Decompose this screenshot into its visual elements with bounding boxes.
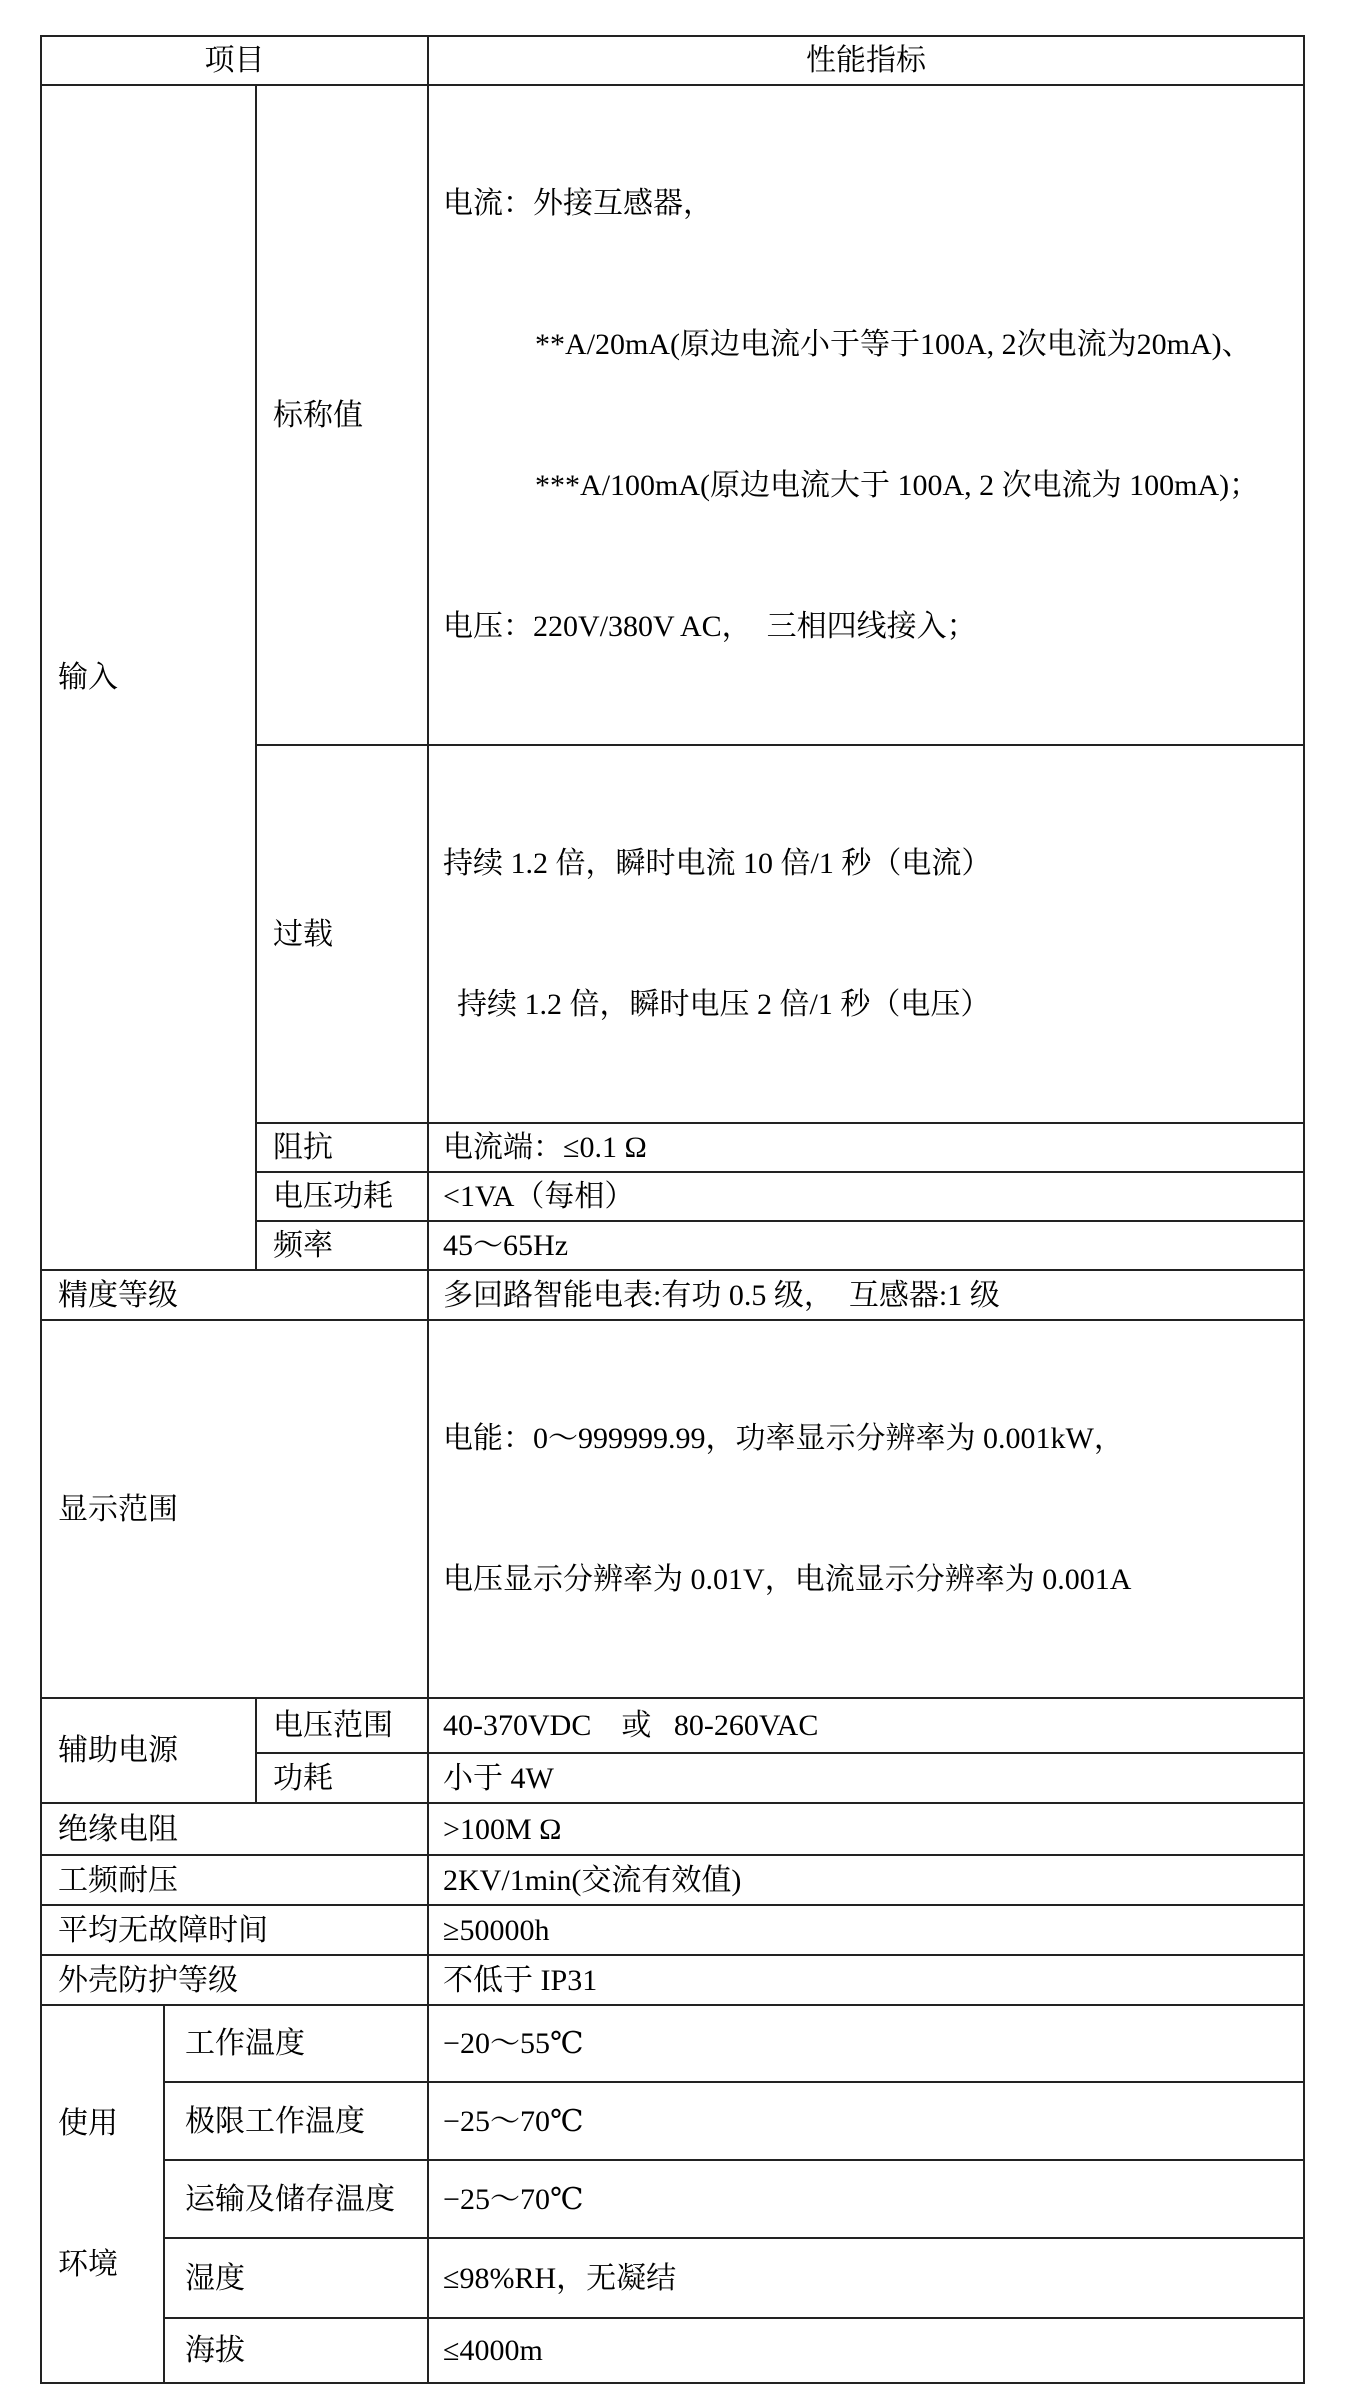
cell-voltage-range-value: 40-370VDC 或 80-260VAC [428, 1698, 1304, 1753]
cell-working-temp-label: 工作温度 [164, 2005, 428, 2082]
cell-frequency-label: 频率 [256, 1221, 428, 1270]
cell-enclosure-label: 外壳防护等级 [41, 1955, 428, 2005]
display-range-line-2: 电压显示分辨率为 0.01V，电流显示分辨率为 0.001A [443, 1563, 1132, 1596]
cell-overload-value [428, 745, 1304, 1123]
cell-environment-label [41, 2005, 164, 2383]
cell-limit-temp-label: 极限工作温度 [164, 2082, 428, 2159]
cell-voltage-loss-label: 电压功耗 [256, 1172, 428, 1221]
cell-aux-power-label: 辅助电源 [41, 1698, 256, 1803]
cell-voltage-range-label: 电压范围 [256, 1698, 428, 1753]
cell-humidity-value: ≤98%RH，无凝结 [428, 2238, 1304, 2318]
cell-working-temp-value: −20～55℃ [428, 2005, 1304, 2082]
environment-label-line-1: 使用 [58, 2107, 118, 2140]
environment-label-line-2: 环境 [58, 2248, 118, 2281]
nominal-line-3: ***A/100mA(原边电流大于 100A, 2 次电流为 100mA)； [535, 469, 1260, 502]
cell-humidity-label: 湿度 [164, 2238, 428, 2318]
cell-impedance-label: 阻抗 [256, 1123, 428, 1172]
cell-accuracy-value: 多回路智能电表:有功 0.5 级， 互感器:1 级 [428, 1270, 1304, 1320]
cell-aux-consumption-label: 功耗 [256, 1753, 428, 1803]
header-spec: 性能指标 [428, 36, 1304, 85]
nominal-line-1: 电流：外接互感器， [443, 187, 714, 220]
header-item: 项目 [41, 36, 428, 85]
cell-mtbf-value: ≥50000h [428, 1905, 1304, 1955]
cell-enclosure-value: 不低于 IP31 [428, 1955, 1304, 2005]
cell-withstand-label: 工频耐压 [41, 1855, 428, 1905]
nominal-line-4: 电压：220V/380V AC， 三相四线接入； [443, 610, 977, 643]
cell-mtbf-label: 平均无故障时间 [41, 1905, 428, 1955]
spec-table [40, 35, 1305, 2384]
cell-overload-label: 过载 [256, 745, 428, 1123]
cell-insulation-value: >100M Ω [428, 1803, 1304, 1855]
overload-line-2: 持续 1.2 倍，瞬时电压 2 倍/1 秒（电压） [457, 988, 991, 1021]
cell-display-range-value [428, 1320, 1304, 1698]
cell-altitude-value: ≤4000m [428, 2318, 1304, 2383]
cell-frequency-value: 45～65Hz [428, 1221, 1304, 1270]
cell-accuracy-label: 精度等级 [41, 1270, 428, 1320]
cell-input-label: 输入 [41, 85, 256, 1270]
cell-display-range-label: 显示范围 [41, 1320, 428, 1698]
cell-transport-temp-value: −25～70℃ [428, 2160, 1304, 2239]
cell-limit-temp-value: −25～70℃ [428, 2082, 1304, 2159]
cell-nominal-value [428, 85, 1304, 745]
cell-withstand-value: 2KV/1min(交流有效值) [428, 1855, 1304, 1905]
cell-voltage-loss-value: <1VA（每相） [428, 1172, 1304, 1221]
overload-line-1: 持续 1.2 倍，瞬时电流 10 倍/1 秒（电流） [443, 847, 992, 880]
display-range-line-1: 电能：0～999999.99，功率显示分辨率为 0.001kW， [443, 1422, 1124, 1455]
nominal-line-2: **A/20mA(原边电流小于等于100A, 2次电流为20mA)、 [535, 328, 1252, 361]
cell-transport-temp-label: 运输及储存温度 [164, 2160, 428, 2239]
cell-altitude-label: 海拔 [164, 2318, 428, 2383]
cell-insulation-label: 绝缘电阻 [41, 1803, 428, 1855]
cell-impedance-value: 电流端：≤0.1 Ω [428, 1123, 1304, 1172]
cell-nominal-label: 标称值 [256, 85, 428, 745]
cell-aux-consumption-value: 小于 4W [428, 1753, 1304, 1803]
